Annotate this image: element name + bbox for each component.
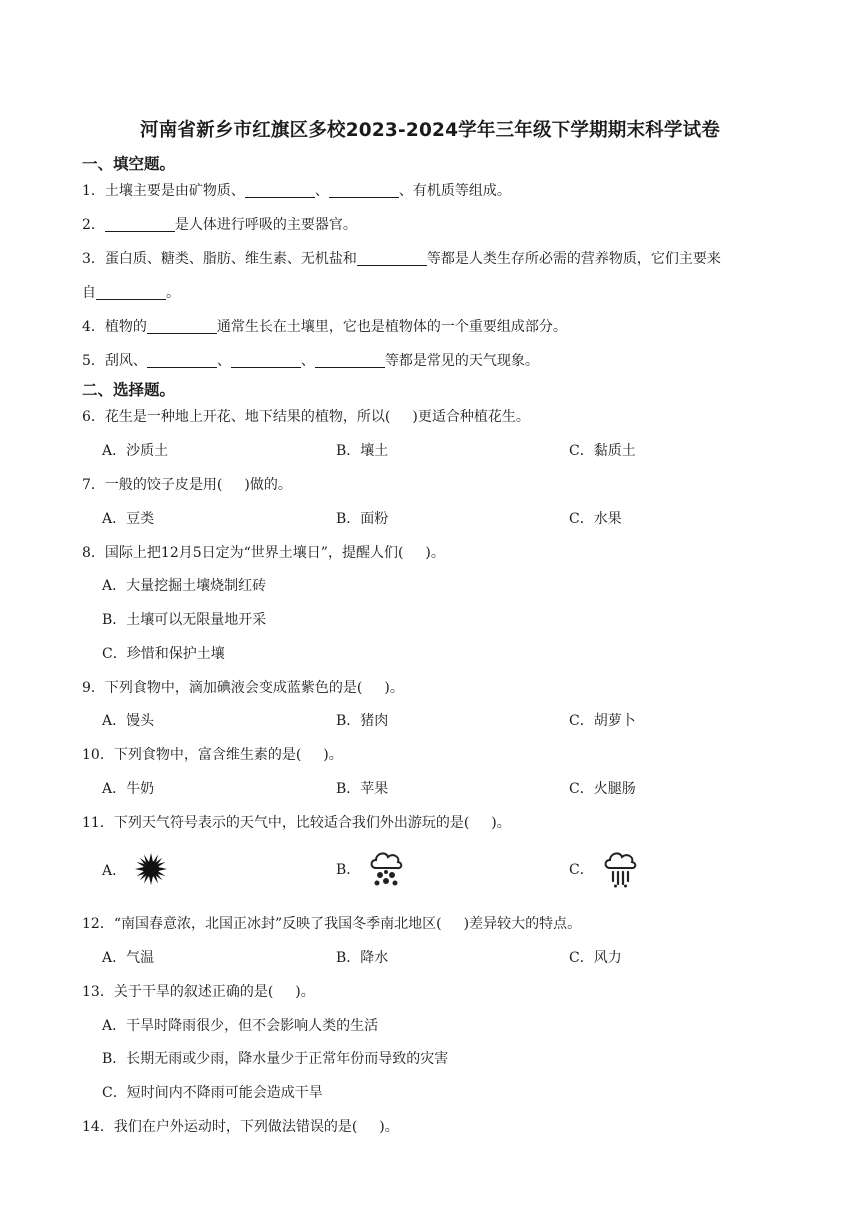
question-text: )更适合种植花生。 [412, 409, 530, 425]
answer-blank[interactable] [96, 285, 166, 300]
question-text: 蛋白质、糖类、脂肪、维生素、无机盐和 [104, 251, 357, 267]
question-number: 1． [82, 183, 105, 199]
sun-icon [134, 852, 168, 890]
option-a[interactable]: A．豆类 [102, 511, 155, 527]
answer-blank[interactable] [105, 217, 175, 232]
option-a[interactable]: A．气温 [102, 950, 155, 966]
question-text: 国际上把12月5日定为“世界土壤日”，提醒人们( [104, 545, 404, 561]
option-c[interactable]: C．黏质土 [569, 443, 636, 459]
question-text: 等都是人类生存所必需的营养物质，它们主要来 [426, 251, 721, 267]
separator: 、 [216, 353, 231, 369]
question-text: 下列食物中，滴加碘液会变成蓝紫色的是( [104, 680, 363, 696]
option-b[interactable] [336, 848, 404, 892]
question-text: 自 [82, 285, 96, 301]
option-label: C． [569, 862, 594, 878]
question-text: )做的。 [244, 477, 292, 493]
option-a[interactable]: A．沙质土 [102, 443, 169, 459]
question-text: )。 [323, 747, 343, 763]
snow-cloud-icon [368, 848, 404, 892]
question-number: 10． [82, 747, 114, 763]
question-8 [82, 542, 445, 562]
option-b[interactable]: B．猪肉 [336, 713, 389, 729]
question-number: 6． [82, 409, 105, 425]
question-text: 。 [166, 285, 180, 301]
option-c[interactable]: C．水果 [569, 511, 622, 527]
question-11 [82, 812, 511, 832]
question-text: 是人体进行呼吸的主要器官。 [174, 217, 357, 233]
option-b[interactable]: B．长期无雨或少雨，降水量少于正常年份而导致的灾害 [102, 1051, 449, 1067]
question-2 [82, 214, 357, 234]
option-a[interactable] [102, 852, 168, 890]
question-text: 刮风、 [104, 353, 147, 369]
option-b[interactable]: B．壤土 [336, 443, 389, 459]
question-text: 通常生长在土壤里，它也是植物体的一个重要组成部分。 [216, 319, 567, 335]
question-number: 3． [82, 251, 105, 267]
question-text: 一般的饺子皮是用( [104, 477, 223, 493]
option-c[interactable]: C．胡萝卜 [569, 713, 636, 729]
question-number: 14． [82, 1119, 114, 1135]
question-text: 我们在户外运动时，下列做法错误的是( [113, 1119, 358, 1135]
question-text: )。 [384, 680, 404, 696]
option-c[interactable]: C．火腿肠 [569, 781, 636, 797]
question-text: 植物的 [104, 319, 147, 335]
question-7 [82, 474, 292, 494]
answer-blank[interactable] [245, 183, 315, 198]
question-4 [82, 316, 567, 336]
question-number: 12． [82, 916, 114, 932]
rain-cloud-icon [602, 848, 638, 892]
question-1 [82, 180, 511, 200]
question-text: 下列食物中，富含维生素的是( [113, 747, 302, 763]
separator: 、 [300, 353, 315, 369]
question-number: 11． [82, 815, 114, 831]
question-12 [82, 913, 581, 933]
question-9 [82, 677, 404, 697]
question-number: 13． [82, 984, 114, 1000]
section-multiple-choice: 二、选择题。 [82, 381, 176, 399]
option-label: B． [336, 862, 361, 878]
separator: 、 [314, 183, 329, 199]
question-text: 等都是常见的天气现象。 [384, 353, 539, 369]
answer-blank[interactable] [315, 353, 385, 368]
question-6 [82, 406, 530, 426]
question-text: )。 [379, 1119, 399, 1135]
option-b[interactable]: B．降水 [336, 950, 389, 966]
question-14 [82, 1116, 399, 1136]
option-b[interactable]: B．苹果 [336, 781, 389, 797]
option-a[interactable]: A．干旱时降雨很少，但不会影响人类的生活 [102, 1018, 379, 1034]
question-number: 4． [82, 319, 105, 335]
question-text: 、有机质等组成。 [398, 183, 511, 199]
question-text: 下列天气符号表示的天气中，比较适合我们外出游玩的是( [113, 815, 470, 831]
question-text: 关于干旱的叙述正确的是( [113, 984, 274, 1000]
answer-blank[interactable] [357, 251, 427, 266]
option-a[interactable]: A．大量挖掘土壤烧制红砖 [102, 578, 267, 594]
question-13 [82, 981, 315, 1001]
option-a[interactable]: A．馒头 [102, 713, 155, 729]
question-text: “南国春意浓，北国正冰封”反映了我国冬季南北地区( [113, 916, 442, 932]
option-c[interactable]: C．珍惜和保护土壤 [102, 646, 225, 662]
question-10 [82, 744, 343, 764]
option-c[interactable] [569, 848, 638, 892]
option-label: A． [102, 863, 127, 879]
question-3-continued [82, 282, 180, 302]
question-text: 土壤主要是由矿物质、 [104, 183, 245, 199]
option-a[interactable]: A．牛奶 [102, 781, 155, 797]
answer-blank[interactable] [147, 319, 217, 334]
question-text: )差异较大的特点。 [463, 916, 582, 932]
question-text: )。 [295, 984, 315, 1000]
question-number: 5． [82, 353, 105, 369]
option-b[interactable]: B．面粉 [336, 511, 389, 527]
options-row [102, 848, 842, 892]
answer-blank[interactable] [231, 353, 301, 368]
answer-blank[interactable] [147, 353, 217, 368]
question-number: 8． [82, 545, 105, 561]
question-text: )。 [425, 545, 445, 561]
question-3 [82, 248, 721, 268]
option-c[interactable]: C．短时间内不降雨可能会造成干旱 [102, 1085, 323, 1101]
question-number: 9． [82, 680, 105, 696]
section-fill-in: 一、填空题。 [82, 155, 176, 173]
question-number: 7． [82, 477, 105, 493]
question-5 [82, 350, 539, 370]
question-text: 花生是一种地上开花、地下结果的植物，所以( [104, 409, 391, 425]
question-text: )。 [491, 815, 511, 831]
page-title: 河南省新乡市红旗区多校2023-2024学年三年级下学期期末科学试卷 [140, 120, 720, 141]
option-c[interactable]: C．风力 [569, 950, 622, 966]
option-b[interactable]: B．土壤可以无限量地开采 [102, 612, 267, 628]
question-number: 2． [82, 217, 105, 233]
answer-blank[interactable] [329, 183, 399, 198]
